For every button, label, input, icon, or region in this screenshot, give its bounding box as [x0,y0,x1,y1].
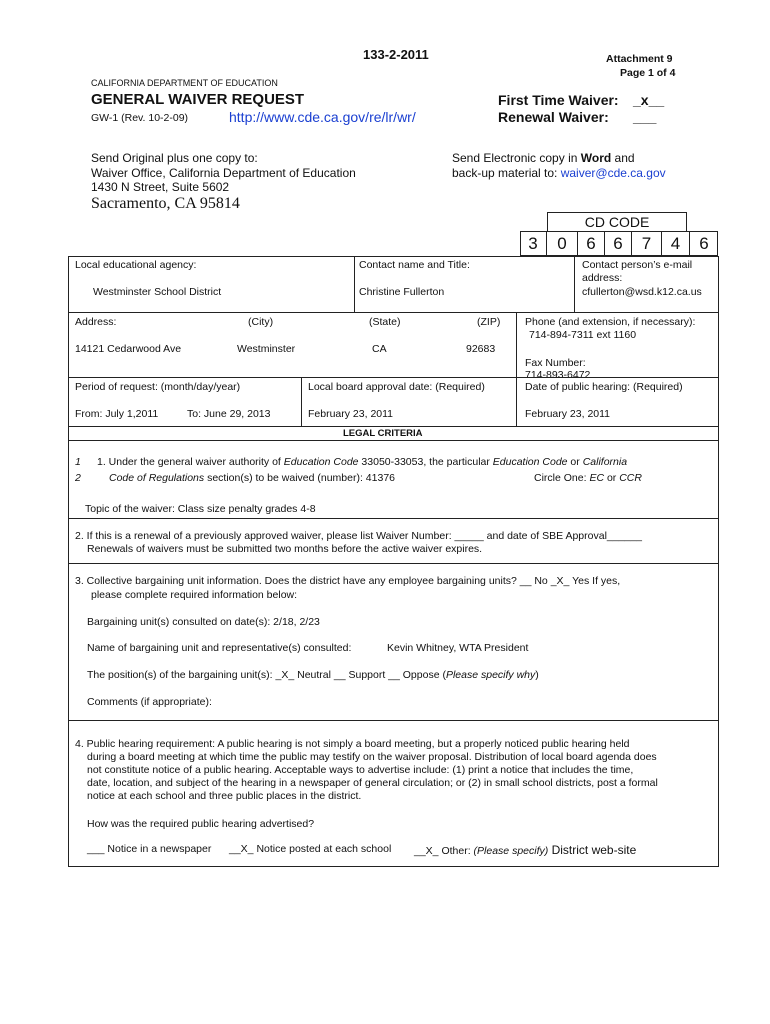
legal-line2 [109,472,395,484]
column-divider [574,256,575,312]
zip-value: 92683 [466,343,496,355]
bargaining-position [87,669,539,681]
document-number: 133-2-2011 [363,47,429,62]
page-indicator: Page 1 of 4 [620,67,676,79]
first-time-waiver-label: First Time Waiver: [498,92,619,108]
column-divider [516,312,517,426]
renewal-line2: Renewals of waivers must be submitted two months before the active waiver expires. [87,543,483,555]
send-electronic-line1 [452,151,635,165]
board-approval-label: Local board approval date: (Required) [308,381,485,393]
hearing-option-other [414,843,636,857]
cd-code-digit: 6 [605,231,632,256]
hearing-line5: notice at each school and three public places in the district. [87,790,362,802]
bargaining-position-a: The position(s) of the bargaining unit(s): _X_ Neutral __ Support __ Oppose ( [87,669,446,681]
cd-code-digit: 3 [520,231,547,256]
bargaining-line2: please complete required information below: [91,589,298,601]
attachment-label: Attachment 9 [606,53,673,65]
circle-one-label: Circle One: [534,472,590,484]
row-divider [68,563,719,564]
column-divider [354,256,355,312]
first-time-waiver-value: _x__ [633,92,665,108]
email-value: cfullerton@wsd.k12.ca.us [582,286,702,298]
fax-value: 714-893-6472 [525,369,591,377]
form-id: GW-1 (Rev. 10-2-09) [91,112,189,124]
row-divider [68,426,719,427]
phone-value: 714-894-7311 ext 1160 [529,329,637,341]
hearing-question: How was the required public hearing advertised? [87,818,315,830]
form-title: GENERAL WAIVER REQUEST [91,91,305,108]
email-label-line2: address: [582,272,623,284]
circle-or: or [604,472,620,484]
legal-number-1: 1 [75,456,81,468]
contact-label: Contact name and Title: [359,259,470,271]
send-original-line3: 1430 N Street, Suite 5602 [91,180,230,194]
hearing-line3: not constitute notice of a public hearing. Acceptable ways to advertise include: (1) print a notice that includes the time, [87,764,634,776]
contact-value: Christine Fullerton [359,286,445,298]
cd-code-digit: 0 [547,231,578,256]
cd-code-digit: 6 [699,234,709,253]
legal-line2-b: section(s) to be waived (number): 41376 [204,472,396,484]
row-divider [68,518,719,519]
cd-code-digit: 7 [632,231,662,256]
waiver-url-link[interactable]: http://www.cde.ca.gov/re/lr/wr/ [229,109,416,125]
agency-value: Westminster School District [93,286,222,298]
legal-line1-f: California [582,456,628,468]
cd-code-label: CD CODE [584,214,650,230]
board-approval-value: February 23, 2011 [308,408,394,420]
bargaining-comments: Comments (if appropriate): [87,696,212,708]
legal-line1-b: Education Code [283,456,359,468]
hearing-line1: 4. Public hearing requirement: A public hearing is not simply a board meeting, but a properly noticed public hearing held [75,738,630,750]
bargaining-name-value: Kevin Whitney, WTA President [387,642,529,654]
bargaining-position-c: ) [535,669,539,681]
legal-criteria-heading: LEGAL CRITERIA [343,428,423,439]
city-label: (City) [248,316,274,328]
row-divider [68,377,719,378]
fax-label: Fax Number: [525,357,586,369]
hearing-option-newspaper: ___ Notice in a newspaper [87,843,212,855]
send-electronic-text: Send Electronic copy in [452,151,581,165]
phone-label: Phone (and extension, if necessary): [525,316,696,328]
circle-one [534,472,642,484]
renewal-waiver-value: ___ [633,109,657,125]
hearing-option-school: __X_ Notice posted at each school [229,843,392,855]
legal-number-2: 2 [75,472,81,484]
renewal-line1: 2. If this is a renewal of a previously approved waiver, please list Waiver Number: _____ and date of SBE Approval______ [75,530,642,542]
cd-code-digit: 4 [662,231,690,256]
street-value: 14121 Cedarwood Ave [75,343,182,355]
bargaining-line1: 3. Collective bargaining unit information. Does the district have any employee bargaining units? __ No _X_ Yes If yes, [75,575,621,587]
bargaining-name-label: Name of bargaining unit and representative(s) consulted: [87,642,352,654]
legal-line1-a: 1. Under the general waiver authority of [97,456,284,468]
legal-line1-e: or [567,456,583,468]
department-name: CALIFORNIA DEPARTMENT OF EDUCATION [91,78,278,88]
state-value: CA [372,343,387,355]
public-hearing-value: February 23, 2011 [525,408,611,420]
hearing-line4: date, location, and subject of the hearing in a newspaper of general circulation; or (2) in small school districts, post a formal [87,777,658,789]
circle-ec: EC [589,472,605,484]
column-divider [301,377,302,426]
cd-code-digit: 6 [578,231,605,256]
legal-line2-a: Code of Regulations [109,472,205,484]
hearing-option-other-b: (Please specify) [473,845,549,857]
legal-line1 [97,456,627,468]
legal-line1-c: 33050-33053, the particular [358,456,493,468]
agency-label: Local educational agency: [75,259,197,271]
bargaining-position-b: Please specify why [445,669,536,681]
send-original-line4: Sacramento, CA 95814 [91,195,240,212]
period-label: Period of request: (month/day/year) [75,381,241,393]
waiver-email-link[interactable]: waiver@cde.ca.gov [560,166,666,180]
send-electronic-and: and [611,151,635,165]
waiver-topic: Topic of the waiver: Class size penalty grades 4-8 [85,503,316,515]
bargaining-consulted: Bargaining unit(s) consulted on date(s): 2/18, 2/23 [87,616,320,628]
row-divider [68,720,719,721]
state-label: (State) [369,316,401,328]
send-original-line2: Waiver Office, California Department of Education [91,166,356,180]
send-electronic-line2 [452,166,666,180]
hearing-option-other-a: __X_ Other: [414,845,474,857]
row-divider [68,440,719,441]
row-divider [68,312,719,313]
city-value: Westminster [237,343,296,355]
cd-code-label-box [547,212,687,231]
legal-line1-d: Education Code [492,456,568,468]
hearing-line2: during a board meeting at which time the public may testify on the waiver proposal. Distribution of local board agenda does [87,751,657,763]
circle-ccr: CCR [619,472,642,484]
send-electronic-backup: back-up material to: [452,166,561,180]
public-hearing-label: Date of public hearing: (Required) [525,381,683,393]
email-label-line1: Contact person’s e-mail [582,259,693,271]
hearing-option-other-c: District web-site [548,843,637,857]
address-label: Address: [75,316,117,328]
period-to: To: June 29, 2013 [187,408,271,420]
word-format: Word [580,151,612,165]
zip-label: (ZIP) [477,316,501,328]
send-original-line1: Send Original plus one copy to: [91,151,258,165]
renewal-waiver-label: Renewal Waiver: [498,109,609,125]
period-from: From: July 1,2011 [75,408,159,420]
